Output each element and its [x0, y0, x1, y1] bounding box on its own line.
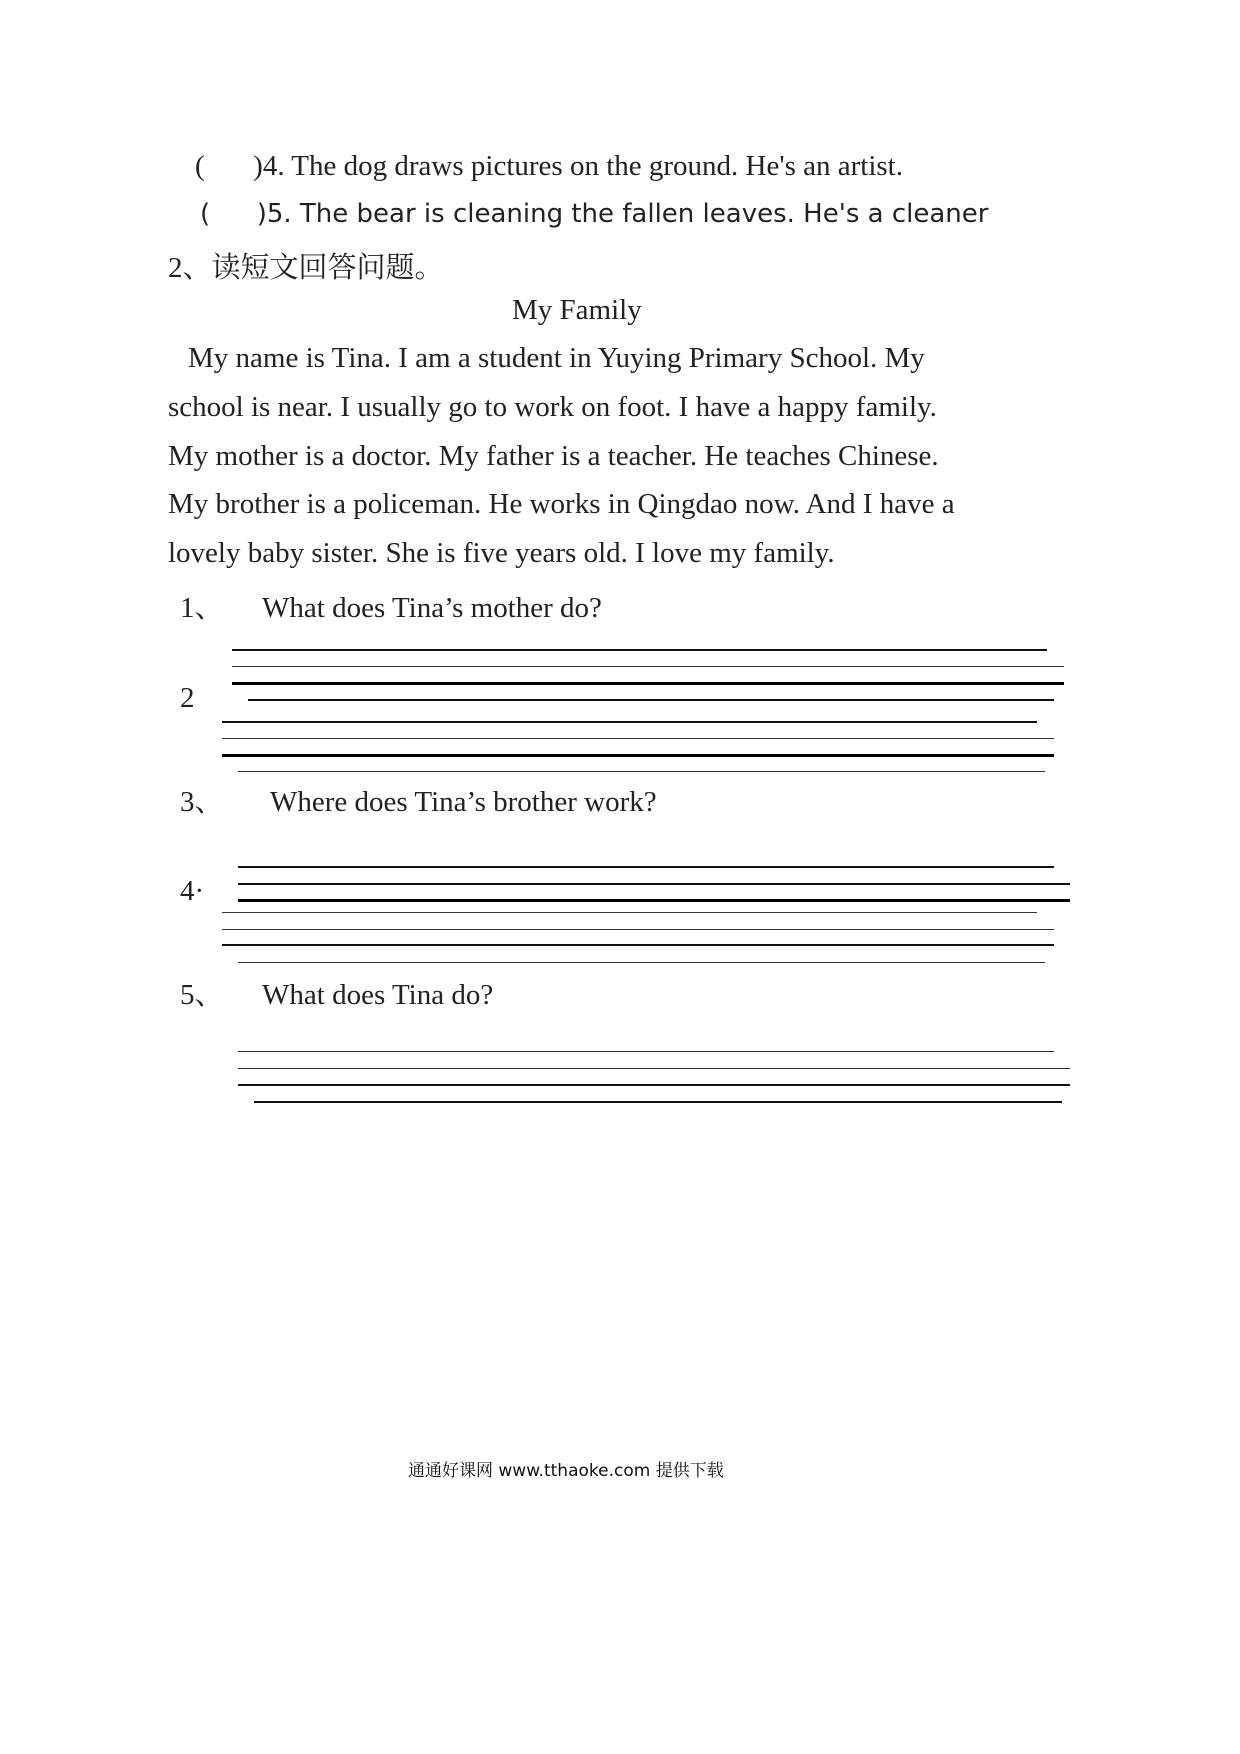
answer-line[interactable]	[232, 649, 1047, 651]
question-number: 2	[180, 682, 195, 714]
question-text: What does Tina’s mother do?	[262, 592, 602, 624]
question-1	[180, 585, 602, 626]
answer-line[interactable]	[238, 1084, 1070, 1086]
question-number: 1、	[180, 592, 224, 624]
page-footer: 通通好课网 www.tthaoke.com 提供下载	[408, 1461, 724, 1481]
answer-paren[interactable]: (	[200, 199, 211, 229]
question-2	[180, 682, 195, 715]
answer-line[interactable]	[232, 666, 1064, 667]
passage-line: lovely baby sister. She is five years old. I love my family.	[168, 537, 835, 569]
answer-line[interactable]	[222, 754, 1054, 757]
exercise-item-5	[200, 199, 988, 229]
section-heading: 2、读短文回答问题。	[168, 252, 444, 284]
answer-line[interactable]	[222, 721, 1037, 723]
answer-line[interactable]	[222, 912, 1037, 913]
answer-line[interactable]	[254, 1101, 1062, 1103]
answer-line[interactable]	[222, 944, 1054, 946]
exercise-item-4	[195, 150, 903, 183]
exercise-item-text: )4. The dog draws pictures on the ground. He's an artist.	[253, 150, 903, 182]
answer-line[interactable]	[222, 738, 1054, 739]
passage-line: My name is Tina. I am a student in Yuying Primary School. My	[188, 342, 925, 374]
answer-line[interactable]	[238, 883, 1070, 885]
question-text: What does Tina do?	[262, 979, 494, 1011]
question-5	[180, 972, 493, 1013]
answer-line[interactable]	[238, 1051, 1054, 1052]
answer-line[interactable]	[248, 699, 1054, 701]
answer-line[interactable]	[238, 899, 1070, 902]
answer-paren[interactable]: (	[195, 150, 205, 182]
passage-line: My brother is a policeman. He works in Qingdao now. And I have a	[168, 488, 955, 520]
answer-line[interactable]	[222, 929, 1054, 930]
question-4	[180, 875, 204, 908]
passage-line: My mother is a doctor. My father is a teacher. He teaches Chinese.	[168, 440, 939, 472]
passage-title: My Family	[512, 294, 642, 326]
answer-line[interactable]	[238, 771, 1045, 772]
answer-line[interactable]	[238, 866, 1054, 868]
answer-line[interactable]	[238, 1068, 1070, 1069]
question-number: 3、	[180, 786, 224, 818]
passage-line: school is near. I usually go to work on foot. I have a happy family.	[168, 391, 937, 423]
question-3	[180, 779, 657, 820]
exercise-item-text: )5. The bear is cleaning the fallen leaves. He's a cleaner	[256, 199, 989, 229]
answer-line[interactable]	[238, 962, 1045, 963]
question-number: 4·	[180, 875, 205, 907]
answer-line[interactable]	[232, 682, 1064, 685]
question-text: Where does Tina’s brother work?	[270, 786, 657, 818]
question-number: 5、	[180, 979, 224, 1011]
